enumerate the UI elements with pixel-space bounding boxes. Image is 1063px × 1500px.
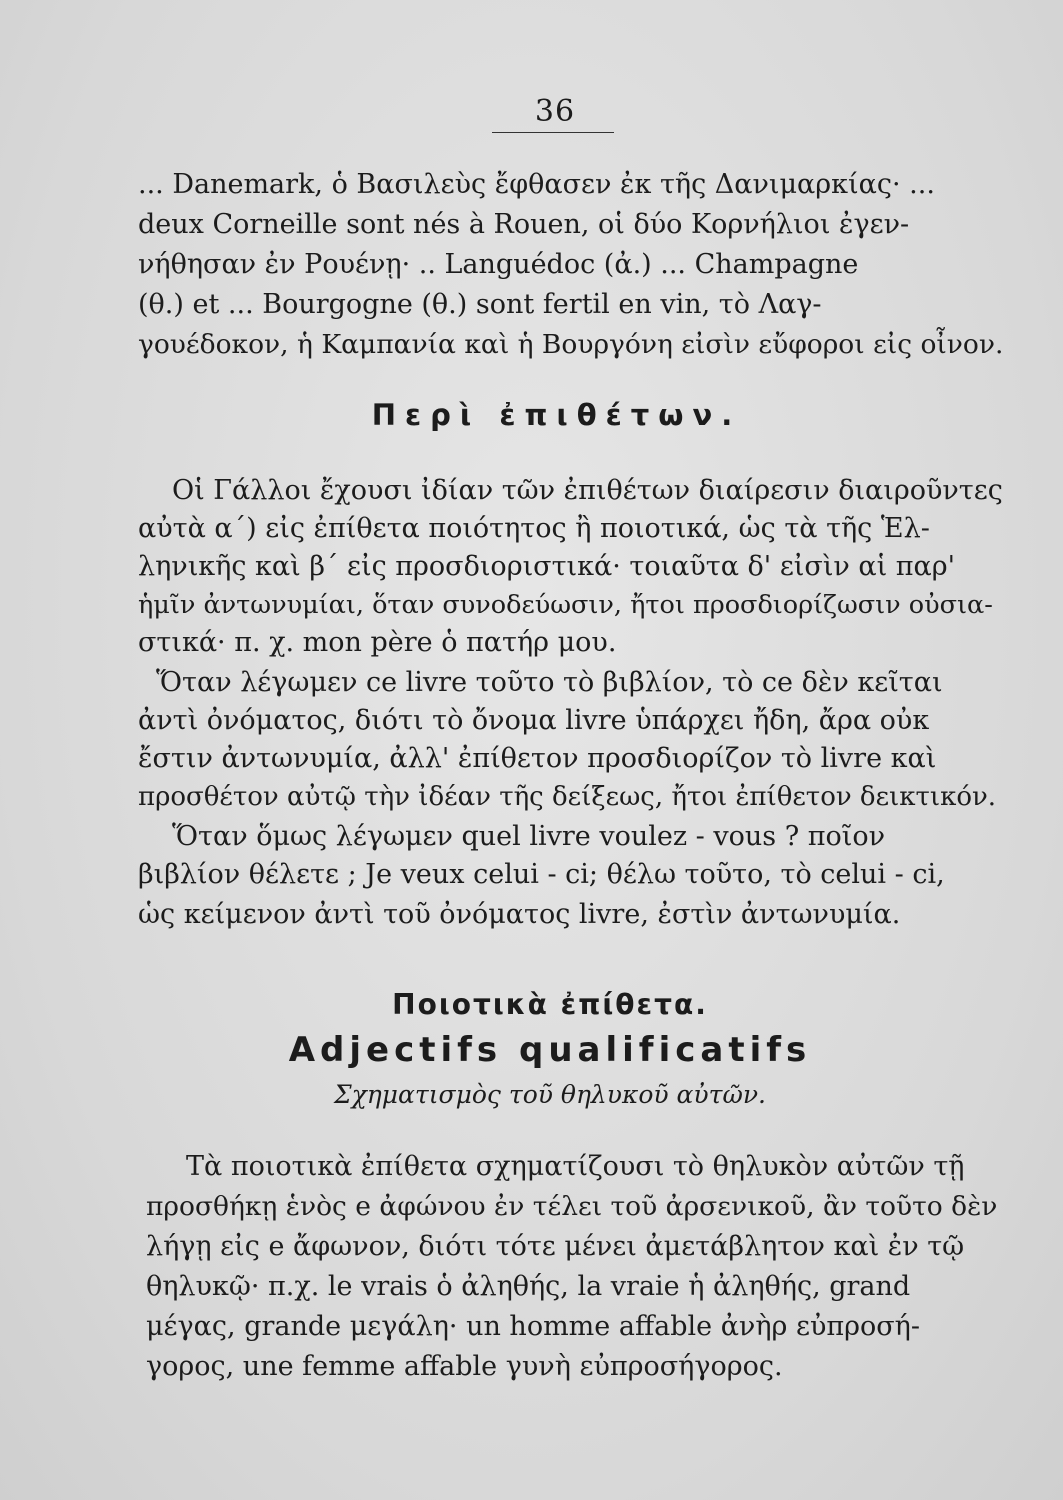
text-line: βιβλίον θέλετε ; Je veux celui - ci; θέλω τοῦτο, τὸ celui - ci, [138,859,945,890]
text-line: αὐτὰ α΄) εἰς ἐπίθετα ποιότητος ἢ ποιοτικά, ὡς τὰ τῆς Ἑλ- [138,513,930,544]
text-line: θηλυκῷ· π.χ. le vrais ὁ ἀληθής, la vraie ἡ ἀληθής, grand [146,1271,911,1302]
text-line: Ὅταν λέγωμεν ce livre τοῦτο τὸ βιβλίον, τὸ ce δὲν κεῖται [156,667,943,698]
subheading: Σχηματισμὸς τοῦ θηλυκοῦ αὐτῶν. [333,1080,766,1109]
text-line: ἔστιν ἀντωνυμία, ἀλλ' ἐπίθετον προσδιορίζον τὸ livre καὶ [138,743,937,774]
text-line: (θ.) et ... Bourgogne (θ.) sont fertil en vin, τὸ Λαγ- [138,289,822,320]
text-line: προσθέτον αὐτῷ τὴν ἰδέαν τῆς δείξεως, ἤτοι ἐπίθετον δεικτικόν. [138,782,997,812]
page-number-rule [492,132,614,133]
text-line: Ὅταν ὅμως λέγωμεν quel livre voulez - vous ? ποῖον [172,821,886,852]
text-line: γορος, une femme affable γυνὴ εὐπροσήγορος. [146,1351,783,1382]
text-line: ληνικῆς καὶ β΄ εἰς προσδιοριστικά· τοιαῦτα δ' εἰσὶν αἱ παρ' [138,551,956,582]
text-line: Τὰ ποιοτικὰ ἐπίθετα σχηματίζουσι τὸ θηλυκὸν αὐτῶν τῇ [186,1151,965,1182]
text-line: Οἱ Γάλλοι ἔχουσι ἰδίαν τῶν ἐπιθέτων διαίρεσιν διαιροῦντες [172,475,1003,506]
text-line: μέγας, grande μεγάλη· un homme affable ἀνὴρ εὐπροσή- [146,1311,920,1342]
section-heading-poiotika: Ποιοτικὰ ἐπίθετα. [392,988,708,1021]
page-number: 36 [534,94,576,129]
section-heading-adjectifs: Adjectifs qualificatifs [288,1030,812,1070]
section-heading-epitheton: Περὶ ἐπιθέτων. [371,398,742,432]
text-line: ἀντὶ ὀνόματος, διότι τὸ ὄνομα livre ὑπάρχει ἤδη, ἄρα οὐκ [138,705,930,736]
text-line: ὡς κείμενον ἀντὶ τοῦ ὀνόματος livre, ἐστὶν ἀντωνυμία. [138,899,901,930]
text-line: προσθήκῃ ἑνὸς e ἀφώνου ἐν τέλει τοῦ ἀρσενικοῦ, ἂν τοῦτο δὲν [146,1191,998,1222]
text-line: deux Corneille sont nés à Rouen, οἱ δύο Κορνήλιοι ἐγεν- [138,209,910,240]
text-line: νήθησαν ἐν Ρουένῃ· .. Languédoc (ἀ.) ... Champagne [138,249,859,280]
text-line: λήγῃ εἰς e ἄφωνον, διότι τότε μένει ἀμετάβλητον καὶ ἐν τῷ [146,1231,965,1262]
text-line: ... Danemark, ὁ Βασιλεὺς ἔφθασεν ἐκ τῆς Δανιμαρκίας· ... [138,169,935,200]
text-line: ἡμῖν ἀντωνυμίαι, ὅταν συνοδεύωσιν, ἤτοι προσδιορίζωσιν οὐσια- [138,590,993,620]
text-line: στικά· π. χ. mon père ὁ πατήρ μου. [138,627,617,658]
text-line: γουέδοκον, ἡ Καμπανία καὶ ἡ Βουργόνη εἰσὶν εὔφοροι εἰς οἶνον. [138,329,1004,360]
